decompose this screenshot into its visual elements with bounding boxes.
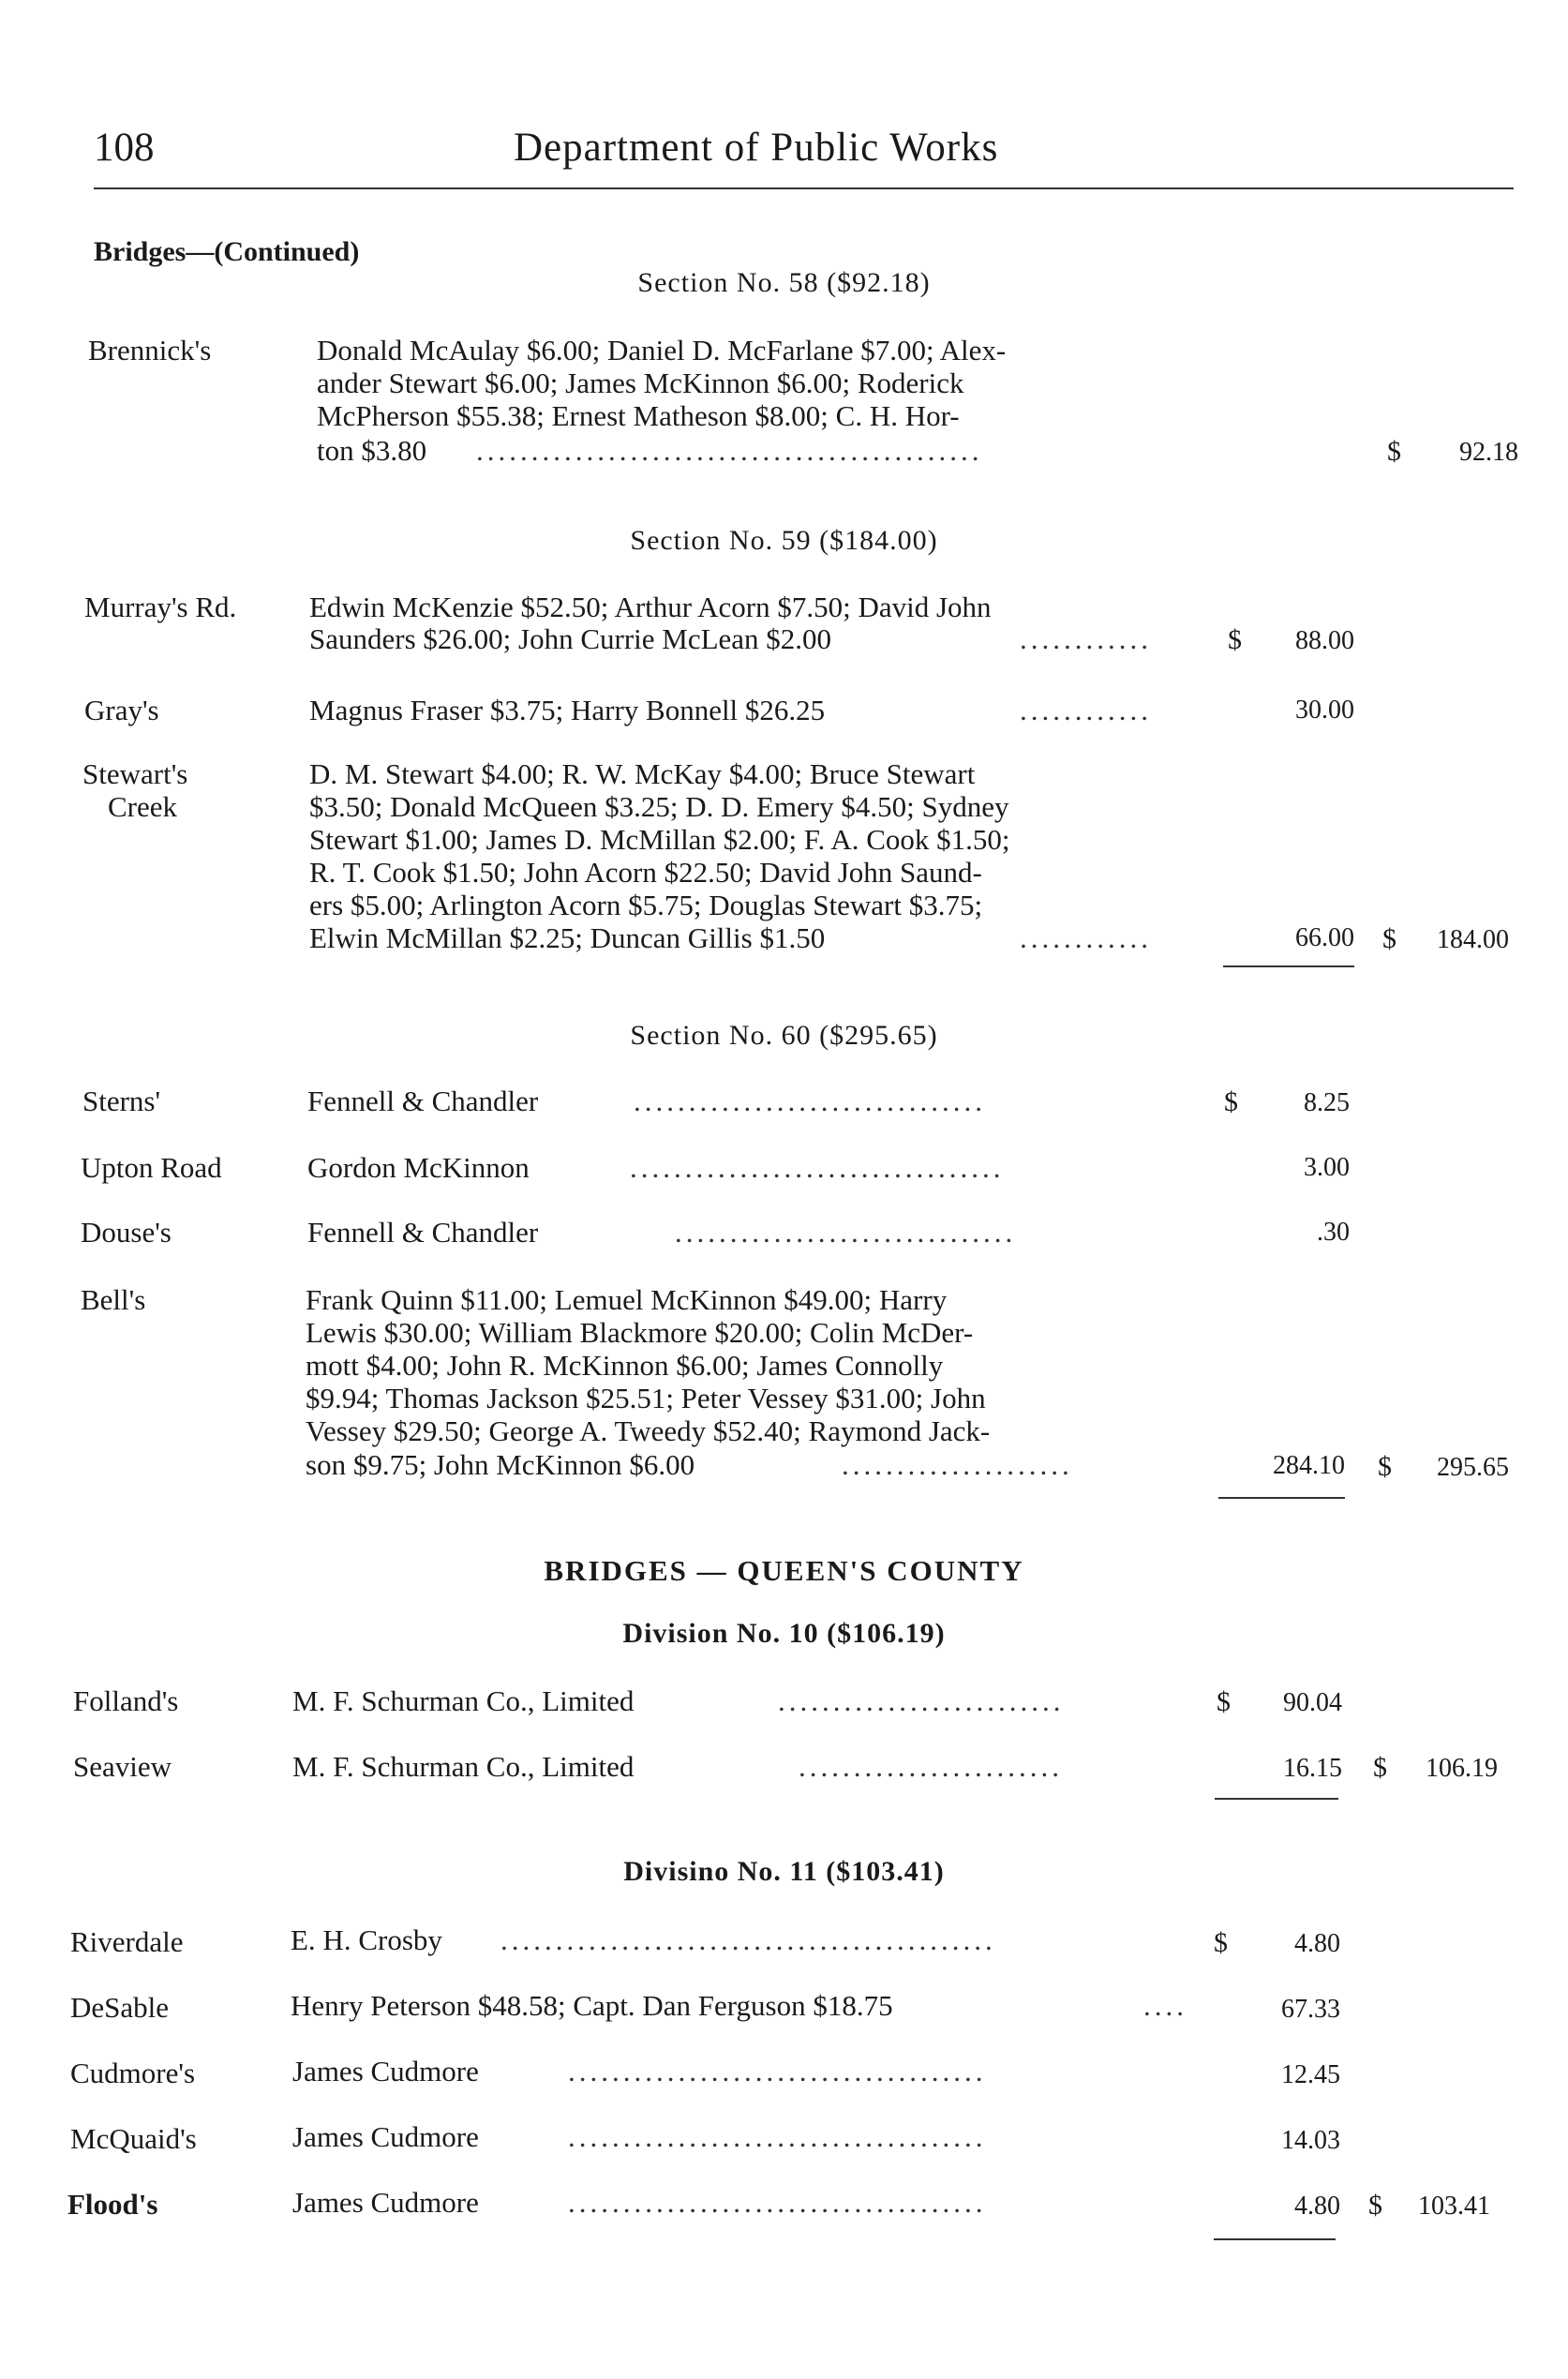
- dollar-sign: $: [1214, 1927, 1228, 1958]
- entry-label: Upton Road: [81, 1151, 222, 1184]
- entry-amount: 67.33: [1281, 1995, 1340, 2024]
- entry-label: Brennick's: [88, 334, 212, 367]
- leader-dots: ............: [1020, 694, 1152, 726]
- section-heading: Section No. 59 ($184.00): [630, 525, 938, 556]
- entry-line: Fennell & Chandler: [307, 1216, 539, 1249]
- continued-heading: Bridges—(Continued): [94, 236, 360, 267]
- division-heading: Division No. 10 ($106.19): [622, 1618, 946, 1649]
- entry-line: James Cudmore: [292, 2186, 479, 2219]
- entry-label: Stewart's: [82, 757, 188, 790]
- leader-dots: ..............................................: [476, 434, 983, 467]
- dollar-sign: $: [1217, 1686, 1231, 1717]
- entry-label: Creek: [108, 790, 178, 823]
- entry-label: Cudmore's: [70, 2057, 196, 2089]
- entry-line: mott $4.00; John R. McKinnon $6.00; James Connolly: [306, 1349, 944, 1382]
- subtotal-rule: [1214, 2238, 1336, 2240]
- entry-line: $9.94; Thomas Jackson $25.51; Peter Vessey $31.00; John: [306, 1382, 986, 1414]
- section-total: 295.65: [1437, 1453, 1509, 1482]
- entry-line: Gordon McKinnon: [307, 1151, 530, 1184]
- entry-line: ton $3.80: [317, 434, 427, 467]
- section-heading: Section No. 60 ($295.65): [630, 1020, 938, 1051]
- entry-amount: 8.25: [1304, 1088, 1350, 1117]
- entry-amount: 14.03: [1281, 2126, 1340, 2155]
- entry-label: DeSable: [70, 1991, 170, 2024]
- entry-amount: 16.15: [1283, 1754, 1342, 1783]
- entry-line: son $9.75; John McKinnon $6.00: [306, 1448, 695, 1481]
- dollar-sign: $: [1224, 1086, 1238, 1117]
- entry-line: M. F. Schurman Co., Limited: [292, 1684, 635, 1717]
- entry-label: McQuaid's: [70, 2122, 197, 2155]
- entry-amount: 30.00: [1295, 696, 1354, 725]
- header-divider: [94, 187, 1514, 189]
- entry-label: Douse's: [81, 1216, 172, 1249]
- entry-amount: .30: [1317, 1218, 1350, 1247]
- entry-amount: 12.45: [1281, 2060, 1340, 2089]
- entry-amount: 66.00: [1295, 923, 1354, 952]
- section-total: 184.00: [1437, 925, 1509, 954]
- leader-dots: ..........................: [778, 1684, 1065, 1717]
- entry-line: James Cudmore: [292, 2120, 479, 2153]
- section-heading: Section No. 58 ($92.18): [637, 267, 931, 298]
- leader-dots: ............: [1020, 622, 1152, 655]
- entry-line: Frank Quinn $11.00; Lemuel McKinnon $49.00; Harry: [306, 1283, 948, 1316]
- entry-line: $3.50; Donald McQueen $3.25; D. D. Emery $4.50; Sydney: [309, 790, 1009, 823]
- leader-dots: .....................: [842, 1448, 1073, 1481]
- entry-line: Elwin McMillan $2.25; Duncan Gillis $1.50: [309, 921, 826, 954]
- entry-line: R. T. Cook $1.50; John Acorn $22.50; David John Saund-: [309, 856, 982, 889]
- leader-dots: ........................: [799, 1750, 1063, 1783]
- entry-line: Donald McAulay $6.00; Daniel D. McFarlane $7.00; Alex-: [317, 334, 1007, 367]
- page-title: Department of Public Works: [514, 126, 999, 170]
- entry-line: Magnus Fraser $3.75; Harry Bonnell $26.25: [309, 694, 826, 726]
- leader-dots: ................................: [634, 1085, 986, 1117]
- leader-dots: ......................................: [568, 2055, 987, 2087]
- entry-line: Henry Peterson $48.58; Capt. Dan Ferguson $18.75: [291, 1989, 893, 2022]
- entry-amount: 3.00: [1304, 1153, 1350, 1182]
- page-number: 108: [94, 126, 155, 170]
- leader-dots: ............: [1020, 921, 1152, 954]
- entry-label: Flood's: [67, 2188, 158, 2221]
- subtotal-rule: [1215, 1798, 1338, 1800]
- entry-amount: 90.04: [1283, 1688, 1342, 1717]
- entry-line: Fennell & Chandler: [307, 1085, 539, 1117]
- total-dollar-sign: $: [1368, 2190, 1382, 2221]
- section-total: 92.18: [1459, 438, 1518, 467]
- county-heading: BRIDGES — QUEEN'S COUNTY: [544, 1554, 1024, 1587]
- leader-dots: .............................................: [500, 1923, 996, 1956]
- entry-label: Riverdale: [70, 1925, 184, 1958]
- entry-amount: 284.10: [1273, 1451, 1345, 1480]
- entry-label: Folland's: [73, 1684, 179, 1717]
- section-total: 106.19: [1426, 1754, 1498, 1783]
- entry-amount: 88.00: [1295, 626, 1354, 655]
- entry-line: Lewis $30.00; William Blackmore $20.00; Colin McDer-: [306, 1316, 974, 1349]
- subtotal-rule: [1223, 965, 1354, 967]
- total-dollar-sign: $: [1382, 923, 1396, 954]
- entry-line: ers $5.00; Arlington Acorn $5.75; Douglas Stewart $3.75;: [309, 889, 983, 921]
- dollar-sign: $: [1228, 624, 1242, 655]
- leader-dots: ......................................: [568, 2120, 987, 2153]
- entry-label: Gray's: [84, 694, 159, 726]
- total-dollar-sign: $: [1378, 1451, 1392, 1482]
- leader-dots: ....: [1143, 1989, 1187, 2022]
- leader-dots: ...............................: [675, 1216, 1017, 1249]
- entry-label: Murray's Rd.: [84, 591, 237, 623]
- entry-amount: 4.80: [1294, 2192, 1340, 2221]
- entry-line: M. F. Schurman Co., Limited: [292, 1750, 635, 1783]
- entry-line: E. H. Crosby: [291, 1923, 442, 1956]
- total-dollar-sign: $: [1387, 436, 1401, 467]
- section-total: 103.41: [1418, 2192, 1490, 2221]
- entry-label: Bell's: [81, 1283, 146, 1316]
- entry-line: ander Stewart $6.00; James McKinnon $6.00; Roderick: [317, 367, 964, 399]
- entry-line: James Cudmore: [292, 2055, 479, 2087]
- entry-line: Vessey $29.50; George A. Tweedy $52.40; Raymond Jack-: [306, 1414, 991, 1447]
- entry-line: Stewart $1.00; James D. McMillan $2.00; F. A. Cook $1.50;: [309, 823, 1010, 856]
- entry-line: Edwin McKenzie $52.50; Arthur Acorn $7.50; David John: [309, 591, 992, 623]
- entry-line: Saunders $26.00; John Currie McLean $2.00: [309, 622, 832, 655]
- entry-label: Seaview: [73, 1750, 172, 1783]
- entry-amount: 4.80: [1294, 1929, 1340, 1958]
- entry-line: McPherson $55.38; Ernest Matheson $8.00; C. H. Hor-: [317, 399, 960, 432]
- leader-dots: ......................................: [568, 2186, 987, 2219]
- subtotal-rule: [1218, 1497, 1345, 1499]
- division-heading: Divisino No. 11 ($103.41): [623, 1856, 945, 1887]
- entry-line: D. M. Stewart $4.00; R. W. McKay $4.00; Bruce Stewart: [309, 757, 976, 790]
- entry-label: Sterns': [82, 1085, 161, 1117]
- total-dollar-sign: $: [1373, 1752, 1387, 1783]
- leader-dots: ..................................: [630, 1151, 1005, 1184]
